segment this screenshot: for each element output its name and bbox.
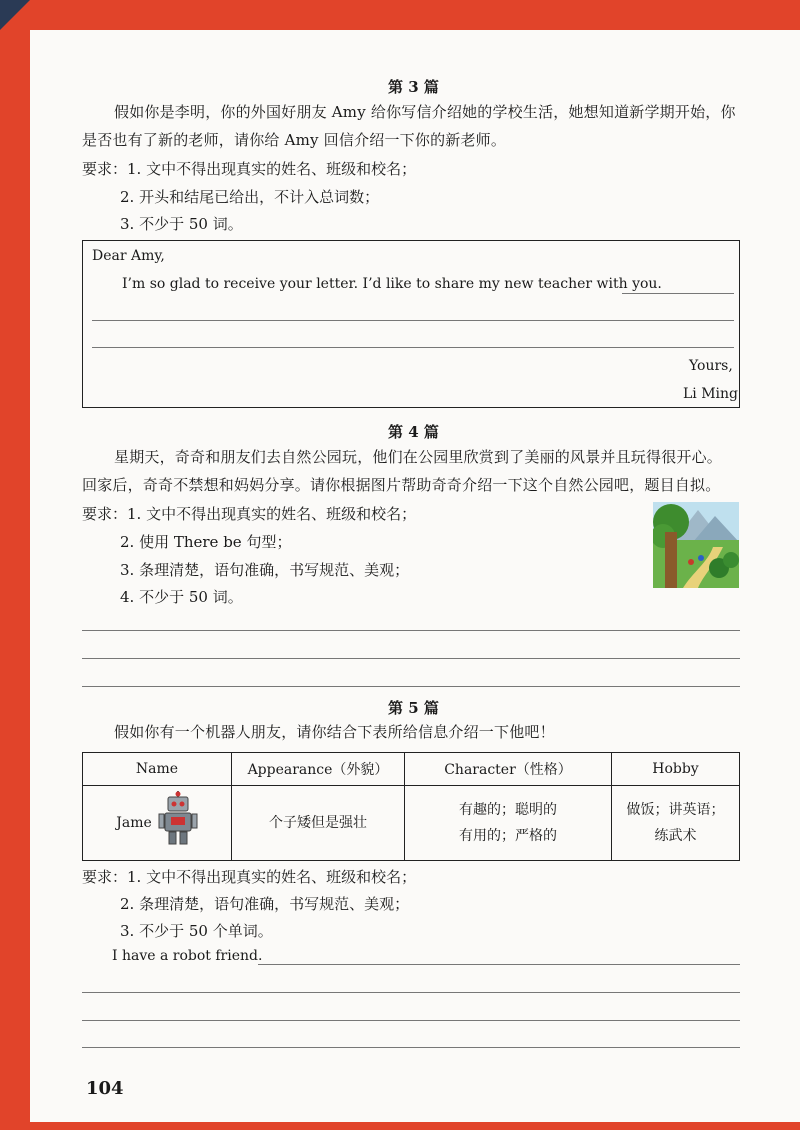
character-line2: 有用的；严格的 bbox=[459, 828, 557, 844]
section5-prompt: 假如你有一个机器人朋友，请你结合下表所给信息介绍一下他吧！ bbox=[114, 723, 555, 741]
letter-writing-line[interactable] bbox=[92, 347, 734, 348]
section3-requirement-2: 2. 开头和结尾已给出，不计入总词数； bbox=[120, 188, 380, 206]
section4-heading: 第 4 篇 bbox=[388, 423, 439, 441]
section5-requirement-2: 2. 条理清楚，语句准确，书写规范、美观； bbox=[120, 895, 410, 913]
letter-opening: I’m so glad to receive your letter. I’d like to share my new teacher with you. bbox=[122, 276, 662, 292]
robot-name: Jame bbox=[116, 815, 152, 831]
header-name: Name bbox=[83, 753, 232, 786]
nature-park-picture bbox=[653, 502, 739, 588]
letter-closing: Yours, bbox=[689, 358, 733, 374]
character-line1: 有趣的；聪明的 bbox=[459, 802, 557, 818]
section4-prompt-line2: 回家后，奇奇不禁想和妈妈分享。请你根据图片帮助奇奇介绍一下这个自然公园吧，题目自拟。 bbox=[82, 476, 721, 494]
page-corner-decoration bbox=[0, 0, 30, 30]
letter-box bbox=[82, 240, 740, 408]
header-appearance: Appearance（外貌） bbox=[232, 753, 405, 786]
section4-requirement-4: 4. 不少于 50 词。 bbox=[120, 588, 243, 606]
section4-requirement-3: 3. 条理清楚，语句准确，书写规范、美观； bbox=[120, 561, 410, 579]
section5-requirement-1: 要求：1. 文中不得出现真实的姓名、班级和校名； bbox=[82, 868, 417, 886]
section5-starter-sentence: I have a robot friend. bbox=[112, 948, 263, 964]
page-border-left bbox=[0, 0, 30, 1130]
section4-prompt-line1: 星期天，奇奇和朋友们去自然公园玩，他们在公园里欣赏到了美丽的风景并且玩得很开心。 bbox=[114, 448, 723, 466]
answer-line[interactable] bbox=[82, 658, 740, 659]
letter-signature: Li Ming bbox=[683, 386, 739, 402]
answer-line[interactable] bbox=[82, 992, 740, 993]
answer-line[interactable] bbox=[258, 964, 740, 965]
section5-heading: 第 5 篇 bbox=[388, 699, 439, 717]
hobby-line1: 做饭；讲英语； bbox=[626, 802, 725, 818]
hobby-line2: 练武术 bbox=[654, 828, 697, 844]
answer-line[interactable] bbox=[82, 1047, 740, 1048]
letter-writing-line[interactable] bbox=[622, 293, 734, 294]
page-border-top bbox=[0, 0, 800, 30]
answer-line[interactable] bbox=[82, 630, 740, 631]
header-character: Character（性格） bbox=[405, 753, 612, 786]
letter-greeting: Dear Amy, bbox=[92, 248, 165, 264]
section3-prompt-line2: 是否也有了新的老师，请你给 Amy 回信介绍一下你的新老师。 bbox=[82, 131, 507, 149]
section3-requirement-3: 3. 不少于 50 词。 bbox=[120, 215, 243, 233]
section4-requirement-2: 2. 使用 There be 句型； bbox=[120, 533, 292, 551]
section3-heading: 第 3 篇 bbox=[388, 78, 439, 96]
table-row bbox=[83, 786, 740, 861]
cell-name bbox=[83, 786, 232, 861]
answer-line[interactable] bbox=[82, 1020, 740, 1021]
section3-requirement-1: 要求：1. 文中不得出现真实的姓名、班级和校名； bbox=[82, 160, 417, 178]
page-border-bottom bbox=[0, 1122, 800, 1130]
page-number: 104 bbox=[86, 1078, 124, 1099]
cell-appearance: 个子矮但是强壮 bbox=[232, 786, 405, 861]
section5-requirement-3: 3. 不少于 50 个单词。 bbox=[120, 922, 273, 940]
cell-hobby bbox=[612, 786, 740, 861]
answer-line[interactable] bbox=[82, 686, 740, 687]
letter-writing-line[interactable] bbox=[92, 320, 734, 321]
section4-requirement-1: 要求：1. 文中不得出现真实的姓名、班级和校名； bbox=[82, 505, 417, 523]
header-hobby: Hobby bbox=[612, 753, 740, 786]
cell-character bbox=[405, 786, 612, 861]
section3-prompt-line1: 假如你是李明，你的外国好朋友 Amy 给你写信介绍她的学校生活，她想知道新学期开始，你 bbox=[114, 103, 736, 121]
robot-icon bbox=[158, 791, 198, 856]
table-header-row bbox=[83, 753, 740, 786]
robot-info-table bbox=[82, 752, 740, 861]
